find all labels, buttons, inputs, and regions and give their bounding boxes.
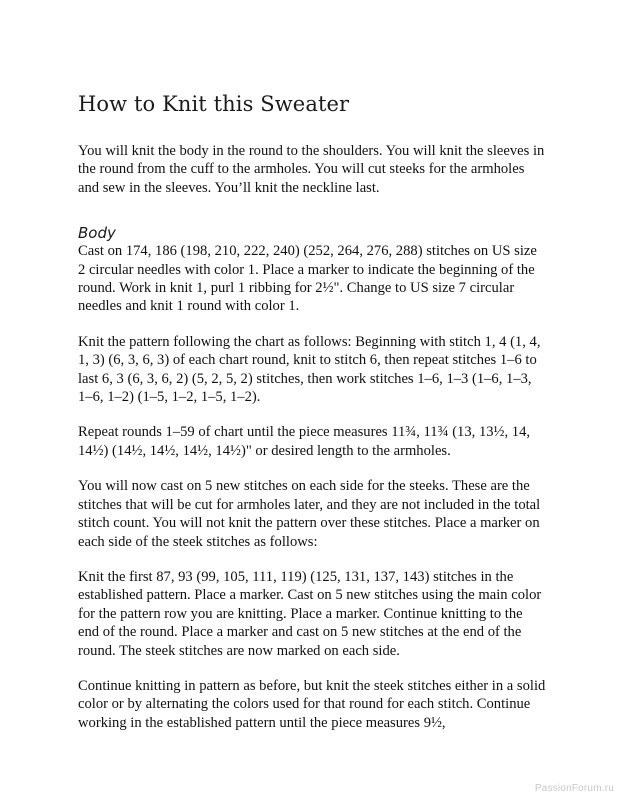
body-paragraph-cast-on: Cast on 174, 186 (198, 210, 222, 240) (252, 264, 276, 288) stitches on US size 2 circular needles with color 1. Place a marker to indicate the beginning of the round. Work in knit 1, purl 1 ribbing for 2½". Change to US size 7 circular needles and knit 1 round with color 1. — [78, 243, 537, 315]
body-paragraph-continue: Continue knitting in pattern as before, but knit the steek stitches either in a solid color or by alternating the colors used for that round for each stitch. Continue working in the established pattern until the piece measures 9½, — [78, 677, 546, 731]
watermark: PassionForum.ru — [534, 783, 614, 794]
section-heading-body: Body — [78, 224, 116, 243]
body-paragraph-steeks: You will now cast on 5 new stitches on each side for the steeks. These are the stitches that will be cut for armholes later, and they are not included in the total stitch count. You will not knit the pattern over these stitches. Place a marker on each side of the steek stitches as follows: — [78, 478, 541, 550]
body-paragraph-repeat: Repeat rounds 1–59 of chart until the piece measures 11¾, 11¾ (13, 13½, 14, 14½) (14½, 14½, 14½, 14½)" or desired length to the armholes. — [78, 424, 531, 459]
page-title: How to Knit this Sweater — [78, 92, 350, 116]
document-page — [78, 92, 546, 749]
body-paragraph-chart: Knit the pattern following the chart as follows: Beginning with stitch 1, 4 (1, 4, 1, 3) (6, 3, 6, 3) of each chart round, knit to stitch 6, then repeat stitches 1–6 to last 6, 3 (6, 3, 6, 2) (5, 2, 5, 2) stitches, then work stitches 1–6, 1–3 (1–6, 1–3, 1–6, 1–2) (1–5, 1–2, 1–5, 1–2). — [78, 333, 541, 406]
intro-paragraph: You will knit the body in the round to the shoulders. You will knit the sleeves in the round from the cuff to the armholes. You will cut steeks for the armholes and sew in the sleeves. You’ll knit the neckline last. — [78, 143, 545, 196]
body-paragraph-markers: Knit the first 87, 93 (99, 105, 111, 119) (125, 131, 137, 143) stitches in the established pattern. Place a marker. Cast on 5 new stitches using the main color for the pattern row you are knitting. Place a marker. Continue knitting to the end of the round. Place a marker and cast on 5 new stitches at the end of the round. The steek stitches are now marked on each side. — [78, 568, 542, 659]
